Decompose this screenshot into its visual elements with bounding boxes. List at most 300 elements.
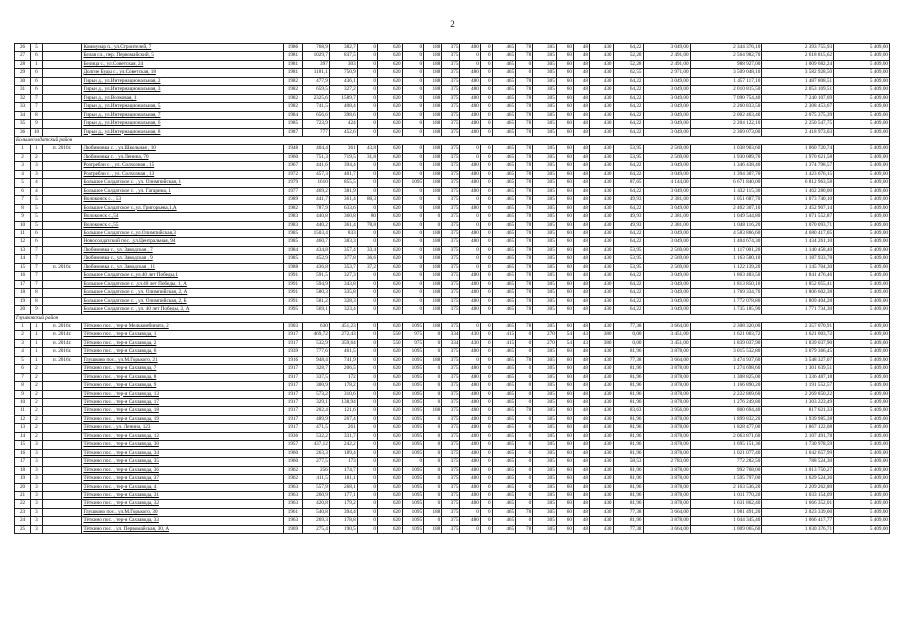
rate-12-cell: 430 (589, 382, 613, 390)
rate-12-cell: 380 (589, 331, 613, 339)
limit-cost-cell: 5 409,00 (834, 449, 890, 457)
rate-5-cell: 480 (460, 297, 480, 305)
rate-11-cell: 48 (573, 145, 589, 153)
rate-2-cell: 0 (402, 128, 423, 136)
rate-2-cell: 0 (402, 52, 423, 60)
total-area-cell: 263,3 (303, 449, 330, 457)
rate-6-cell: 0 (480, 263, 492, 271)
year-built-cell: 1984 (283, 246, 302, 254)
tariff-per-m2-cell: 64,22 (613, 111, 643, 119)
rate-2-cell: 0 (402, 111, 423, 119)
address-cell: Любимовка с., ул. Заводская , 9 (82, 255, 283, 263)
cost-per-m2-cell: 3 049,00 (643, 44, 690, 52)
living-area-cell: 177,1 (329, 492, 357, 500)
limit-cost-cell: 5 409,00 (834, 145, 890, 153)
rate-7-cell: 465 (492, 128, 516, 136)
indexed-cost-cell: 1 806 602,38 (762, 289, 834, 297)
rate-5-cell: 480 (460, 466, 480, 474)
address-cell: Тёткино пос. , тер-я Сахзавода, 37 (82, 475, 283, 483)
limit-cost-cell: 5 409,00 (834, 331, 890, 339)
rate-8-cell: 0 (516, 449, 533, 457)
rate-6-cell: 0 (480, 339, 492, 347)
row-number-cell: 24 (15, 517, 31, 525)
note-cell (42, 424, 82, 432)
rate-8-cell: 78 (516, 187, 533, 195)
rate-10-cell: 60 (556, 517, 573, 525)
address-cell: Большое Солдатское с. ,ул.40 лет Победы, 1, А (82, 280, 283, 288)
rate-11-cell: 48 (573, 492, 589, 500)
rate-4-cell: 375 (442, 449, 460, 457)
rate-6-cell: 0 (480, 466, 492, 474)
year-built-cell: 1961 (283, 508, 302, 516)
tariff-per-m2-cell: 81,96 (613, 390, 643, 398)
rate-7-cell: 465 (492, 94, 516, 102)
rate-1-cell: 620 (378, 221, 403, 229)
rate-9-cell: 305 (533, 280, 557, 288)
indexed-cost-cell: 1 970 621,58 (762, 153, 834, 161)
cost-per-m2-cell: 3 878,00 (643, 517, 690, 525)
group-number-cell: 6 (31, 77, 43, 85)
other-area-cell: 0 (357, 382, 377, 390)
address-cell: Тёткино пос. , тер-я Сахзавода, 4 (82, 483, 283, 491)
living-area-cell: 268,1 (329, 483, 357, 491)
rate-8-cell: 0 (516, 458, 533, 466)
limit-cost-cell: 5 409,00 (834, 272, 890, 280)
row-number-cell: 20 (15, 306, 31, 314)
rate-8-cell: 78 (516, 86, 533, 94)
total-area-cell: 420,8 (303, 500, 330, 508)
cost-per-m2-cell: 3 878,00 (643, 492, 690, 500)
total-cost-cell: 3 015 532,80 (690, 348, 762, 356)
rate-4-cell: 375 (442, 229, 460, 237)
note-cell (42, 508, 82, 516)
tariff-per-m2-cell: 58,53 (613, 458, 643, 466)
year-built-cell: 1917 (283, 390, 302, 398)
limit-cost-cell: 5 409,00 (834, 365, 890, 373)
rate-4-cell: 375 (442, 153, 460, 161)
rate-9-cell: 305 (533, 492, 557, 500)
rate-4-cell: 334 (442, 339, 460, 347)
group-number-cell: 7 (31, 103, 43, 111)
rate-5-cell: 0 (460, 255, 480, 263)
limit-cost-cell: 5 409,00 (834, 441, 890, 449)
rate-2-cell: 0 (402, 187, 423, 195)
tariff-per-m2-cell: 64,22 (613, 289, 643, 297)
table-row (15, 238, 890, 246)
cost-per-m2-cell: 3 049,00 (643, 238, 690, 246)
rate-11-cell: 48 (573, 297, 589, 305)
rate-3-cell: 0 (424, 348, 442, 356)
group-number-cell: 6 (31, 52, 43, 60)
indexed-cost-cell: 1 867 122,08 (762, 424, 834, 432)
rate-9-cell: 305 (533, 365, 557, 373)
rate-5-cell: 480 (460, 475, 480, 483)
living-area-cell: 328,3 (329, 297, 357, 305)
rate-3-cell: 0 (424, 373, 442, 381)
total-cost-cell: 988 927,00 (690, 60, 762, 68)
row-number-cell: 8 (15, 382, 31, 390)
living-area-cell: 1589,7 (329, 94, 357, 102)
cost-per-m2-cell: 2 381,00 (643, 196, 690, 204)
tariff-per-m2-cell: 81,96 (613, 517, 643, 525)
group-number-cell: 8 (31, 289, 43, 297)
note-cell (42, 120, 82, 128)
group-number-cell: 1 (31, 356, 43, 364)
note-cell (42, 162, 82, 170)
rate-7-cell: 465 (492, 382, 516, 390)
other-area-cell: 31,8 (357, 153, 377, 161)
living-area-cell: 335,8 (329, 289, 357, 297)
rate-3-cell: 188 (424, 525, 442, 533)
indexed-cost-cell: 1 771 734,30 (762, 306, 834, 314)
rate-10-cell: 60 (556, 365, 573, 373)
rate-3-cell: 188 (424, 238, 442, 246)
year-built-cell: 1986 (283, 44, 302, 52)
table-row (15, 44, 890, 52)
address-cell: Волоконск с. , 53 (82, 196, 283, 204)
year-built-cell: 1985 (283, 229, 302, 237)
rate-2-cell: 0 (402, 272, 423, 280)
total-cost-cell: 800 694,40 (690, 407, 762, 415)
rate-10-cell: 60 (556, 153, 573, 161)
group-number-cell: 8 (31, 297, 43, 305)
rate-12-cell: 430 (589, 432, 613, 440)
total-cost-cell: 1 404 674,30 (690, 238, 762, 246)
rate-10-cell: 60 (556, 289, 573, 297)
rate-7-cell: 465 (492, 111, 516, 119)
note-cell (42, 500, 82, 508)
rate-7-cell: 465 (492, 145, 516, 153)
row-number-cell: 10 (15, 399, 31, 407)
rate-12-cell: 380 (589, 339, 613, 347)
rate-11-cell: 48 (573, 128, 589, 136)
rate-8-cell: 0 (516, 339, 533, 347)
other-area-cell: 0 (357, 348, 377, 356)
rate-6-cell: 0 (480, 229, 492, 237)
other-area-cell: 37,2 (357, 263, 377, 271)
rate-1-cell: 620 (378, 120, 403, 128)
rate-4-cell: 375 (442, 94, 460, 102)
group-number-cell: 7 (31, 255, 43, 263)
rate-11-cell: 48 (573, 263, 589, 271)
rate-8-cell: 78 (516, 44, 533, 52)
tariff-per-m2-cell: 49,93 (613, 221, 643, 229)
row-number-cell: 6 (15, 365, 31, 373)
row-number-cell: 3 (15, 162, 31, 170)
rate-12-cell: 430 (589, 238, 613, 246)
rate-11-cell: 48 (573, 111, 589, 119)
year-built-cell: 1960 (283, 458, 302, 466)
rate-1-cell: 620 (378, 441, 403, 449)
rate-8-cell: 78 (516, 221, 533, 229)
rate-10-cell: 60 (556, 272, 573, 280)
cost-per-m2-cell: 3 878,00 (643, 449, 690, 457)
total-area-cell: 404,4 (303, 145, 330, 153)
rate-11-cell: 48 (573, 44, 589, 52)
rate-2-cell: 0 (402, 289, 423, 297)
rate-2-cell: 1095 (402, 382, 423, 390)
address-cell: Любимовка с. , ул.Школьная , 10 (82, 145, 283, 153)
tariff-per-m2-cell: 81,96 (613, 441, 643, 449)
rate-5-cell: 480 (460, 348, 480, 356)
indexed-cost-cell: 1 191 552,57 (762, 382, 834, 390)
rate-4-cell: 375 (442, 238, 460, 246)
living-area-cell: 343,8 (329, 280, 357, 288)
rate-4-cell: 375 (442, 407, 460, 415)
group-number-cell: 1 (31, 348, 43, 356)
rate-3-cell: 188 (424, 170, 442, 178)
rate-9-cell: 305 (533, 162, 557, 170)
rate-9-cell: 305 (533, 399, 557, 407)
total-cost-cell: 1 048 116,20 (690, 221, 762, 229)
year-built-cell: 1983 (283, 221, 302, 229)
rate-5-cell: 0 (460, 246, 480, 254)
rate-7-cell: 465 (492, 441, 516, 449)
rate-6-cell: 0 (480, 60, 492, 68)
rate-12-cell: 430 (589, 297, 613, 305)
rate-3-cell: 188 (424, 103, 442, 111)
rate-1-cell: 620 (378, 238, 403, 246)
rate-11-cell: 48 (573, 162, 589, 170)
rate-1-cell: 620 (378, 86, 403, 94)
section-title: Большесолдатский район (15, 136, 890, 144)
rate-10-cell: 60 (556, 356, 573, 364)
note-cell (42, 170, 82, 178)
other-area-cell: 0 (357, 179, 377, 187)
rate-2-cell: 975 (402, 331, 423, 339)
indexed-cost-cell: 1 060 720,74 (762, 145, 834, 153)
rate-11-cell: 48 (573, 407, 589, 415)
rate-5-cell: 480 (460, 128, 480, 136)
note-cell (42, 280, 82, 288)
table-row (15, 162, 890, 170)
rate-1-cell: 620 (378, 204, 403, 212)
indexed-cost-cell: 1 841 476,46 (762, 272, 834, 280)
other-area-cell: 0 (357, 441, 377, 449)
address-cell: Большое Солдатское с. , ул. Гагарина, 1 (82, 187, 283, 195)
group-number-cell: 2 (31, 407, 43, 415)
table-row (15, 348, 890, 356)
tariff-per-m2-cell: 77,38 (613, 508, 643, 516)
rate-8-cell: 78 (516, 111, 533, 119)
indexed-cost-cell: 1 434 261,10 (762, 238, 834, 246)
rate-4-cell: 375 (442, 466, 460, 474)
total-cost-cell: 1 769 334,70 (690, 289, 762, 297)
note-cell (42, 238, 82, 246)
rate-6-cell: 0 (480, 153, 492, 161)
total-area-cell: 787,9 (303, 204, 330, 212)
rate-1-cell: 620 (378, 44, 403, 52)
rate-3-cell: 0 (424, 213, 442, 221)
rate-9-cell: 305 (533, 517, 557, 525)
rate-11-cell: 48 (573, 432, 589, 440)
group-number-cell: 5 (31, 196, 43, 204)
rate-6-cell: 0 (480, 94, 492, 102)
rate-4-cell: 375 (442, 86, 460, 94)
cost-per-m2-cell: 3 878,00 (643, 500, 690, 508)
total-area-cell: 275,4 (303, 525, 330, 533)
year-built-cell: 1981 (283, 52, 302, 60)
row-number-cell: 13 (15, 246, 31, 254)
row-number-cell: 14 (15, 255, 31, 263)
indexed-cost-cell: 2 250 547,75 (762, 120, 834, 128)
tariff-per-m2-cell: 81,96 (613, 365, 643, 373)
note-cell (42, 77, 82, 85)
address-cell: Тёткино пос. , тер-я Сахзавода, 1 (82, 331, 283, 339)
group-number-cell: 7 (31, 263, 43, 271)
note-cell (42, 289, 82, 297)
address-cell: Гирьи д., ул.Интернациональная, 7 (82, 111, 283, 119)
other-area-cell: 0 (357, 204, 377, 212)
limit-cost-cell: 5 409,00 (834, 424, 890, 432)
year-built-cell: 1916 (283, 356, 302, 364)
limit-cost-cell: 5 409,00 (834, 170, 890, 178)
row-number-cell: 7 (15, 196, 31, 204)
cost-per-m2-cell: 3 956,00 (643, 407, 690, 415)
address-cell: Тёткино пос. , тер-я Сахзавода, 7 (82, 365, 283, 373)
rate-10-cell: 60 (556, 44, 573, 52)
total-area-cell: 741,5 (303, 103, 330, 111)
year-built-cell: 1988 (283, 263, 302, 271)
address-cell: Тёткино пос. , тер-я Сахзавода, 9 (82, 382, 283, 390)
rate-4-cell: 375 (442, 322, 460, 330)
rate-3-cell: 0 (424, 390, 442, 398)
other-area-cell: 0 (357, 466, 377, 474)
address-cell: Глушково пос., ул.М.Горького, 21 (82, 356, 283, 364)
rate-4-cell: 375 (442, 517, 460, 525)
address-cell: Любимовка с., ул. Заводская , 11 (82, 263, 283, 271)
rate-2-cell: 0 (402, 196, 423, 204)
living-area-cell: 837,5 (329, 52, 357, 60)
year-built-cell: 1962 (283, 475, 302, 483)
year-built-cell: 1977 (283, 187, 302, 195)
rate-1-cell: 620 (378, 415, 403, 423)
rate-9-cell: 305 (533, 229, 557, 237)
rate-1-cell: 620 (378, 390, 403, 398)
address-cell: Гирьи д., ул.Интернациональная, 6 (82, 120, 283, 128)
group-number-cell: 9 (31, 306, 43, 314)
limit-cost-cell: 5 409,00 (834, 483, 890, 491)
rate-8-cell: 78 (516, 255, 533, 263)
cost-per-m2-cell: 3 878,00 (643, 415, 690, 423)
rate-1-cell: 620 (378, 365, 403, 373)
address-cell: Гирьи д., ул.Волковая, 1 (82, 94, 283, 102)
group-number-cell: 3 (31, 492, 43, 500)
rate-5-cell: 480 (460, 365, 480, 373)
group-number-cell: 3 (31, 449, 43, 457)
rate-8-cell: 0 (516, 348, 533, 356)
rate-12-cell: 430 (589, 517, 613, 525)
other-area-cell: 0 (357, 306, 377, 314)
rate-11-cell: 48 (573, 187, 589, 195)
group-number-cell: 3 (31, 500, 43, 508)
other-area-cell: 0 (357, 449, 377, 457)
rate-5-cell: 0 (460, 263, 480, 271)
note-cell (42, 187, 82, 195)
rate-1-cell: 620 (378, 432, 403, 440)
total-area-cell: 471,5 (303, 424, 330, 432)
rate-5-cell: 480 (460, 179, 480, 187)
rate-2-cell: 0 (402, 94, 423, 102)
group-number-cell: 2 (31, 365, 43, 373)
rate-9-cell: 305 (533, 263, 557, 271)
rate-4-cell: 375 (442, 52, 460, 60)
indexed-cost-cell: 7 240 107,69 (762, 94, 834, 102)
rate-8-cell: 78 (516, 322, 533, 330)
rate-9-cell: 305 (533, 297, 557, 305)
indexed-cost-cell: 1 487 808,51 (762, 77, 834, 85)
row-number-cell: 12 (15, 238, 31, 246)
table-row (15, 322, 890, 330)
note-cell (42, 213, 82, 221)
rate-5-cell: 480 (460, 415, 480, 423)
rate-9-cell: 305 (533, 458, 557, 466)
rate-12-cell: 430 (589, 60, 613, 68)
table-row (15, 69, 890, 77)
rate-9-cell: 305 (533, 373, 557, 381)
living-area-cell: 452,6 (329, 128, 357, 136)
address-cell: Большое Солдатское с. , ул. Олимпийская, 2, А (82, 289, 283, 297)
tariff-per-m2-cell: 53,95 (613, 246, 643, 254)
rate-11-cell: 48 (573, 120, 589, 128)
rate-1-cell: 620 (378, 306, 403, 314)
rate-3-cell: 188 (424, 263, 442, 271)
living-area-cell: 138,94 (329, 399, 357, 407)
limit-cost-cell: 5 409,00 (834, 306, 890, 314)
rate-2-cell: 0 (402, 297, 423, 305)
tariff-per-m2-cell: 87,65 (613, 179, 643, 187)
rate-7-cell: 465 (492, 60, 516, 68)
total-area-cell: 656,6 (303, 111, 330, 119)
rate-5-cell: 480 (460, 94, 480, 102)
indexed-cost-cell: 1 374 798,57 (762, 162, 834, 170)
other-area-cell: 0 (357, 365, 377, 373)
rate-5-cell: 480 (460, 492, 480, 500)
table-row (15, 458, 890, 466)
tariff-per-m2-cell: 53,95 (613, 263, 643, 271)
rate-7-cell: 465 (492, 297, 516, 305)
rate-2-cell: 0 (402, 229, 423, 237)
rate-12-cell: 430 (589, 500, 613, 508)
rate-10-cell: 60 (556, 280, 573, 288)
rate-9-cell: 305 (533, 432, 557, 440)
table-row (15, 415, 890, 423)
other-area-cell: 0 (357, 297, 377, 305)
rate-11-cell: 48 (573, 475, 589, 483)
rate-2-cell: 1095 (402, 322, 423, 330)
rate-4-cell: 375 (442, 204, 460, 212)
rate-4-cell: 375 (442, 128, 460, 136)
rate-2-cell: 0 (402, 162, 423, 170)
rate-6-cell: 0 (480, 483, 492, 491)
living-area-cell: 173 (329, 458, 357, 466)
rate-3-cell: 188 (424, 162, 442, 170)
rate-1-cell: 620 (378, 407, 403, 415)
tariff-per-m2-cell: 77,38 (613, 525, 643, 533)
rate-11-cell: 48 (573, 179, 589, 187)
rate-9-cell: 305 (533, 111, 557, 119)
total-area-cell: 337,5 (303, 373, 330, 381)
rate-5-cell: 480 (460, 162, 480, 170)
note-cell (42, 128, 82, 136)
other-area-cell: 0 (357, 475, 377, 483)
rate-10-cell: 60 (556, 246, 573, 254)
rate-3-cell: 0 (424, 365, 442, 373)
cost-per-m2-cell: 2 569,00 (643, 263, 690, 271)
rate-3-cell: 188 (424, 111, 442, 119)
rate-9-cell: 305 (533, 60, 557, 68)
rate-2-cell: 0 (402, 280, 423, 288)
